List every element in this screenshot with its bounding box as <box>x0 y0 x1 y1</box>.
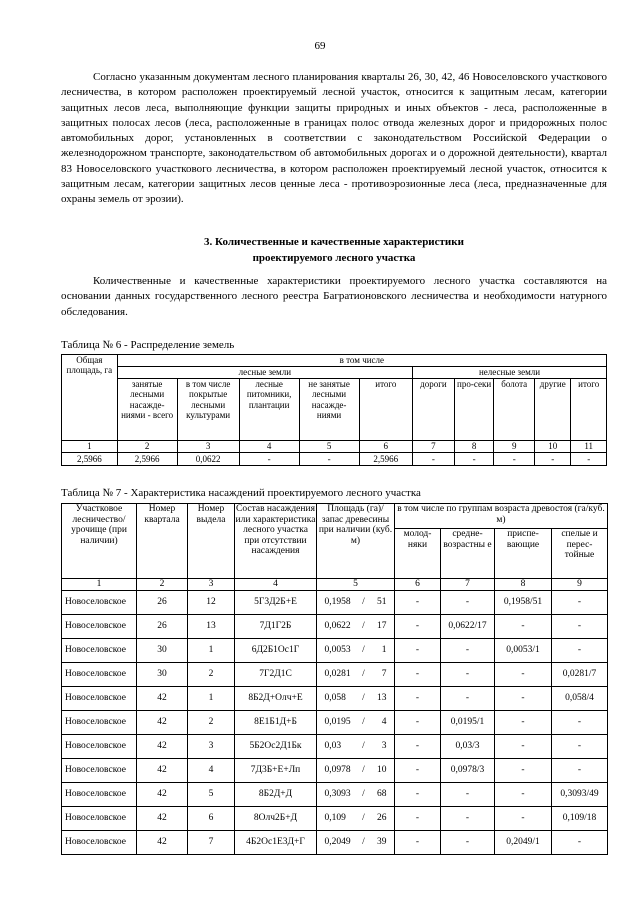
composition-cell: 8Олч2Б+Д <box>235 807 317 831</box>
mature-cell: - <box>552 615 608 639</box>
division-cell: 1 <box>188 687 235 711</box>
t7-colnum: 3 <box>188 579 235 591</box>
young-cell: - <box>395 687 441 711</box>
t7-header-area-stock: Площадь (га)/ запас древесины при наличии (куб. м) <box>317 504 395 579</box>
t6-cell: - <box>494 453 535 466</box>
division-cell: 2 <box>188 663 235 687</box>
composition-cell: 7Д3Б+Е+Лп <box>235 759 317 783</box>
table-row <box>62 711 608 735</box>
stock-value: 17 <box>377 621 387 632</box>
t7-colnum: 2 <box>137 579 188 591</box>
area-value: 0,058 <box>324 693 346 704</box>
maturing-cell: - <box>495 735 552 759</box>
t6-header-forest-total: итого <box>359 379 413 441</box>
t7-colnum: 8 <box>495 579 552 591</box>
maturing-cell: - <box>495 663 552 687</box>
table-row <box>62 591 608 615</box>
mature-cell: - <box>552 591 608 615</box>
slash-separator: / <box>362 837 365 848</box>
forestry-cell: Новоселовское <box>62 759 137 783</box>
composition-cell: 5Г3Д2Б+Е <box>235 591 317 615</box>
table-row <box>62 639 608 663</box>
forestry-cell: Новоселовское <box>62 831 137 855</box>
stock-value: 3 <box>381 741 387 752</box>
t6-cell: - <box>299 453 359 466</box>
t6-cell: - <box>454 453 494 466</box>
area-value: 0,0053 <box>324 645 351 656</box>
section-heading-line1: 3. Количественные и качественные характеристики <box>204 236 464 248</box>
composition-cell: 6Д2Б1Ос1Г <box>235 639 317 663</box>
mature-cell: - <box>552 759 608 783</box>
area-value: 0,1958 <box>324 597 351 608</box>
t6-header-nonforest-lands: нелесные земли <box>413 367 607 379</box>
area-stock-cell <box>317 687 395 711</box>
composition-cell: 8Б2Д+Д <box>235 783 317 807</box>
t7-colnum: 6 <box>395 579 441 591</box>
t7-header-maturing: приспе-вающие <box>495 529 552 579</box>
forestry-cell: Новоселовское <box>62 591 137 615</box>
area-stock-cell <box>317 615 395 639</box>
area-stock-cell <box>317 711 395 735</box>
area-stock-cell <box>317 759 395 783</box>
forestry-cell: Новоселовское <box>62 807 137 831</box>
slash-separator: / <box>362 597 365 608</box>
t6-header-forest-lands: лесные земли <box>117 367 412 379</box>
t6-colnum: 1 <box>62 441 118 453</box>
forestry-cell: Новоселовское <box>62 711 137 735</box>
table-row <box>62 615 608 639</box>
composition-cell: 8Е1Б1Д+Б <box>235 711 317 735</box>
division-cell: 3 <box>188 735 235 759</box>
area-value: 0,109 <box>324 813 346 824</box>
table6-caption: Таблица № 6 - Распределение земель <box>61 339 235 351</box>
middle-aged-cell: 0,0978/3 <box>441 759 495 783</box>
division-cell: 12 <box>188 591 235 615</box>
forestry-cell: Новоселовское <box>62 735 137 759</box>
stock-value: 68 <box>377 789 387 800</box>
middle-aged-cell: - <box>441 807 495 831</box>
area-value: 0,0195 <box>324 717 351 728</box>
area-value: 0,03 <box>324 741 342 752</box>
area-stock-cell <box>317 807 395 831</box>
quarter-cell: 42 <box>137 831 188 855</box>
young-cell: - <box>395 759 441 783</box>
forestry-cell: Новоселовское <box>62 783 137 807</box>
stock-value: 4 <box>381 717 387 728</box>
quarter-cell: 42 <box>137 783 188 807</box>
t6-header-cultures: в том числе покрытые лесными культурами <box>177 379 239 441</box>
young-cell: - <box>395 639 441 663</box>
paragraph-forest-planning: Согласно указанным документам лесного планирования кварталы 26, 30, 42, 46 Новоселовского участкового лесничества, в котором расположен проектируемый лесной участок, относится к защитным лесам, категории защитных лесов леса, выполняющие функции защиты природных и иных объектов - леса, расположенные в защитных полосах лесов (леса, расположенные в границах полос отвода железных дорог и придорожных полос автомобильных дорог, установленных в соответствии с законодательством Российской Федерации о железнодорожном транспорте, законодательством об автомобильных дорогах и о дорожной деятельности), квартал 83 Новоселовского участкового лесничества, в котором расположен проектируемый лесной участок, относится к защитным лесам, категории защитных лесов ценные леса - противоэрозионные леса (леса, предназначенные для охраны земель от эрозии). <box>61 71 607 206</box>
t7-header-middle-aged: средне-возрастны е <box>441 529 495 579</box>
t6-column-numbers <box>62 441 607 453</box>
mature-cell: 0,109/18 <box>552 807 608 831</box>
composition-cell: 5Б2Ос2Д1Бк <box>235 735 317 759</box>
quarter-cell: 42 <box>137 687 188 711</box>
t6-colnum: 6 <box>359 441 413 453</box>
page-number: 69 <box>314 40 326 52</box>
forestry-cell: Новоселовское <box>62 639 137 663</box>
mature-cell: 0,058/4 <box>552 687 608 711</box>
section-heading <box>61 234 607 266</box>
maturing-cell: 0,1958/51 <box>495 591 552 615</box>
mature-cell: - <box>552 735 608 759</box>
t6-header-clearings: про-секи <box>454 379 494 441</box>
table-row <box>62 831 608 855</box>
quarter-cell: 26 <box>137 591 188 615</box>
middle-aged-cell: - <box>441 663 495 687</box>
t6-cell: - <box>535 453 571 466</box>
table7-caption: Таблица № 7 - Характеристика насаждений проектируемого лесного участка <box>61 487 421 499</box>
slash-separator: / <box>362 693 365 704</box>
stock-value: 26 <box>377 813 387 824</box>
area-value: 0,0978 <box>324 765 351 776</box>
t6-cell: 2,5966 <box>62 453 118 466</box>
paragraph-characteristics: Количественные и качественные характеристики проектируемого лесного участка составляются на основании данных государственного лесного реестра Багратионовского лесничества и необходимости натурного обследования. <box>61 275 607 318</box>
area-stock-cell <box>317 831 395 855</box>
division-cell: 5 <box>188 783 235 807</box>
t7-header-quarter: Номер квартала <box>137 504 188 579</box>
quarter-cell: 30 <box>137 663 188 687</box>
stock-value: 1 <box>381 645 387 656</box>
mature-cell: - <box>552 711 608 735</box>
stock-value: 13 <box>377 693 387 704</box>
mature-cell: - <box>552 831 608 855</box>
middle-aged-cell: 0,03/3 <box>441 735 495 759</box>
maturing-cell: - <box>495 687 552 711</box>
t6-cell: - <box>571 453 607 466</box>
middle-aged-cell: - <box>441 831 495 855</box>
area-value: 0,3093 <box>324 789 351 800</box>
t6-cell: 2,5966 <box>117 453 177 466</box>
maturing-cell: 0,2049/1 <box>495 831 552 855</box>
young-cell: - <box>395 663 441 687</box>
area-value: 0,0622 <box>324 621 351 632</box>
t6-header-occupied: занятые лесными насажде-ниями - всего <box>117 379 177 441</box>
t7-body <box>62 591 608 855</box>
t6-header-unoccupied: не занятые лесными насажде-ниями <box>299 379 359 441</box>
area-value: 0,0281 <box>324 669 351 680</box>
middle-aged-cell: - <box>441 591 495 615</box>
t6-colnum: 4 <box>239 441 299 453</box>
t7-header-forestry: Участковое лесничество/ урочище (при наличии) <box>62 504 137 579</box>
composition-cell: 7Д1Г2Б <box>235 615 317 639</box>
section-heading-line2: проектируемого лесного участка <box>252 252 416 264</box>
middle-aged-cell: - <box>441 783 495 807</box>
mature-cell: - <box>552 639 608 663</box>
maturing-cell: - <box>495 711 552 735</box>
slash-separator: / <box>362 813 365 824</box>
stock-value: 39 <box>377 837 387 848</box>
composition-cell: 8Б2Д+Олч+Е <box>235 687 317 711</box>
t6-cell: - <box>239 453 299 466</box>
stock-value: 10 <box>377 765 387 776</box>
division-cell: 7 <box>188 831 235 855</box>
young-cell: - <box>395 783 441 807</box>
maturing-cell: - <box>495 807 552 831</box>
table-row <box>62 663 608 687</box>
quarter-cell: 42 <box>137 711 188 735</box>
t7-colnum: 4 <box>235 579 317 591</box>
t7-colnum: 1 <box>62 579 137 591</box>
quarter-cell: 30 <box>137 639 188 663</box>
t6-colnum: 7 <box>413 441 455 453</box>
slash-separator: / <box>362 717 365 728</box>
table-row <box>62 687 608 711</box>
maturing-cell: - <box>495 783 552 807</box>
stock-value: 7 <box>381 669 387 680</box>
division-cell: 2 <box>188 711 235 735</box>
t6-cell: - <box>413 453 455 466</box>
middle-aged-cell: 0,0622/17 <box>441 615 495 639</box>
forestry-cell: Новоселовское <box>62 663 137 687</box>
t7-header-young: молод-няки <box>395 529 441 579</box>
young-cell: - <box>395 615 441 639</box>
table-row <box>62 783 608 807</box>
area-value: 0,2049 <box>324 837 351 848</box>
quarter-cell: 26 <box>137 615 188 639</box>
slash-separator: / <box>362 789 365 800</box>
t7-colnum: 7 <box>441 579 495 591</box>
t6-colnum: 10 <box>535 441 571 453</box>
table-row <box>62 807 608 831</box>
land-distribution-table <box>61 354 607 466</box>
t6-cell: 0,0622 <box>177 453 239 466</box>
slash-separator: / <box>362 765 365 776</box>
t6-colnum: 11 <box>571 441 607 453</box>
t6-header-including: в том числе <box>117 355 606 367</box>
forestry-cell: Новоселовское <box>62 615 137 639</box>
young-cell: - <box>395 711 441 735</box>
t6-header-total-area: Общая площадь, га <box>62 355 118 441</box>
forestry-cell: Новоселовское <box>62 687 137 711</box>
t6-header-roads: дороги <box>413 379 455 441</box>
division-cell: 4 <box>188 759 235 783</box>
maturing-cell: 0,0053/1 <box>495 639 552 663</box>
table-row <box>62 759 608 783</box>
division-cell: 1 <box>188 639 235 663</box>
quarter-cell: 42 <box>137 807 188 831</box>
slash-separator: / <box>362 621 365 632</box>
mature-cell: 0,3093/49 <box>552 783 608 807</box>
t7-colnum: 9 <box>552 579 608 591</box>
t6-header-nurseries: лесные питомники, плантации <box>239 379 299 441</box>
division-cell: 6 <box>188 807 235 831</box>
young-cell: - <box>395 831 441 855</box>
middle-aged-cell: - <box>441 687 495 711</box>
t6-colnum: 5 <box>299 441 359 453</box>
t6-colnum: 9 <box>494 441 535 453</box>
t6-data-row <box>62 453 607 466</box>
area-stock-cell <box>317 735 395 759</box>
middle-aged-cell: - <box>441 639 495 663</box>
t6-header-swamps: болота <box>494 379 535 441</box>
composition-cell: 7Г2Д1С <box>235 663 317 687</box>
quarter-cell: 42 <box>137 735 188 759</box>
area-stock-cell <box>317 663 395 687</box>
young-cell: - <box>395 735 441 759</box>
stand-characteristics-table <box>61 503 608 855</box>
middle-aged-cell: 0,0195/1 <box>441 711 495 735</box>
t6-cell: 2,5966 <box>359 453 413 466</box>
area-stock-cell <box>317 591 395 615</box>
t6-header-nonforest-total: итого <box>571 379 607 441</box>
stock-value: 51 <box>377 597 387 608</box>
t6-header-other: другие <box>535 379 571 441</box>
table-row <box>62 735 608 759</box>
mature-cell: 0,0281/7 <box>552 663 608 687</box>
area-stock-cell <box>317 639 395 663</box>
t6-colnum: 3 <box>177 441 239 453</box>
division-cell: 13 <box>188 615 235 639</box>
t7-header-mature: спелые и перес-тойные <box>552 529 608 579</box>
quarter-cell: 42 <box>137 759 188 783</box>
t7-column-numbers <box>62 579 608 591</box>
t6-colnum: 8 <box>454 441 494 453</box>
t7-header-division: Номер выдела <box>188 504 235 579</box>
area-stock-cell <box>317 783 395 807</box>
t7-header-age-groups: в том числе по группам возраста древостоя (га/куб. м) <box>395 504 608 529</box>
maturing-cell: - <box>495 759 552 783</box>
t7-colnum: 5 <box>317 579 395 591</box>
young-cell: - <box>395 591 441 615</box>
t6-colnum: 2 <box>117 441 177 453</box>
young-cell: - <box>395 807 441 831</box>
t7-header-composition: Состав насаждения или характеристика лесного участка при отсутствии насаждения <box>235 504 317 579</box>
slash-separator: / <box>362 741 365 752</box>
slash-separator: / <box>362 645 365 656</box>
maturing-cell: - <box>495 615 552 639</box>
composition-cell: 4Б2Ос1Е3Д+Г <box>235 831 317 855</box>
slash-separator: / <box>362 669 365 680</box>
